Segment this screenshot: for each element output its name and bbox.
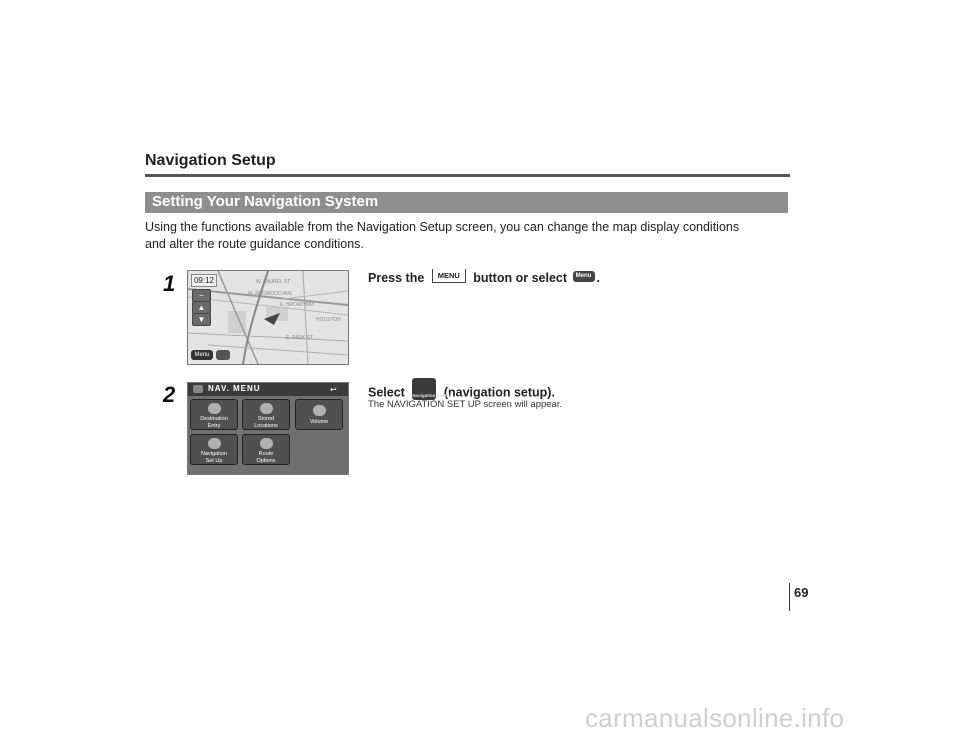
- street-label: W. LAUREL ST: [256, 279, 291, 285]
- nav-menu-title: NAV. MENU: [208, 384, 261, 393]
- street-label: E. BROADWAY: [280, 302, 315, 308]
- subsection-banner: [145, 192, 788, 213]
- speaker-icon: [313, 405, 326, 416]
- navigation-setup-tile[interactable]: Navigation Set Up: [190, 434, 238, 465]
- map-view-button[interactable]: [216, 350, 230, 360]
- street-label: E. PARK ST: [286, 335, 314, 341]
- route-options-icon: [260, 438, 273, 449]
- intro-line-1: Using the functions available from the Navigation Setup screen, you can change the map display conditions: [145, 220, 740, 234]
- map-clock: 09:12: [191, 274, 217, 287]
- section-divider: [145, 174, 790, 177]
- watermark: carmanualsonline.info: [585, 703, 845, 733]
- nav-header-icon: [193, 385, 203, 393]
- zoom-in-button[interactable]: ▲: [192, 301, 211, 314]
- menu-hardkey-icon: MENU: [432, 269, 466, 283]
- nav-menu-screen-image: [187, 382, 349, 475]
- section-title: Navigation Setup: [145, 152, 276, 169]
- step-2-number: 2: [163, 382, 176, 407]
- navigation-setup-icon: Navigation Set Up: [412, 378, 436, 400]
- page-number-rule: [789, 583, 790, 611]
- zoom-out-button[interactable]: ▼: [192, 313, 211, 326]
- back-arrow-icon[interactable]: ↩: [330, 385, 337, 394]
- destination-entry-tile[interactable]: Destination Entry: [190, 399, 238, 430]
- step-1-text-before: Press the: [368, 271, 425, 285]
- zoom-scale-button[interactable]: −: [192, 289, 211, 302]
- step-2-note: The NAVIGATION SET UP screen will appear.: [368, 399, 563, 410]
- map-screen-image: [187, 270, 349, 365]
- step-1-instruction: [368, 271, 600, 286]
- destination-flag-icon: [208, 403, 221, 414]
- step-1-text-middle: button or select: [473, 271, 568, 285]
- street-label: W. REDWOOD AVE: [248, 291, 293, 297]
- step-1-text-after: .: [596, 271, 600, 285]
- volume-tile[interactable]: Volume: [295, 399, 343, 430]
- map-menu-button[interactable]: Menu: [191, 350, 213, 360]
- stored-locations-tile[interactable]: Stored Locations: [242, 399, 290, 430]
- navigation-setup-icon: [208, 438, 221, 449]
- stored-locations-icon: [260, 403, 273, 414]
- page-number: 69: [794, 585, 809, 600]
- step-1-number: 1: [163, 271, 176, 296]
- step-2-text-after: (navigation setup).: [443, 385, 555, 400]
- menu-softkey-icon: Menu: [573, 271, 595, 282]
- route-options-tile[interactable]: Route Options: [242, 434, 290, 465]
- subsection-title: Setting Your Navigation System: [152, 193, 379, 210]
- street-label: HOUSTON: [316, 317, 341, 323]
- step-2-text-before: Select: [368, 385, 405, 400]
- intro-line-2: and alter the route guidance conditions.: [145, 237, 364, 251]
- intro-paragraph: [145, 219, 790, 253]
